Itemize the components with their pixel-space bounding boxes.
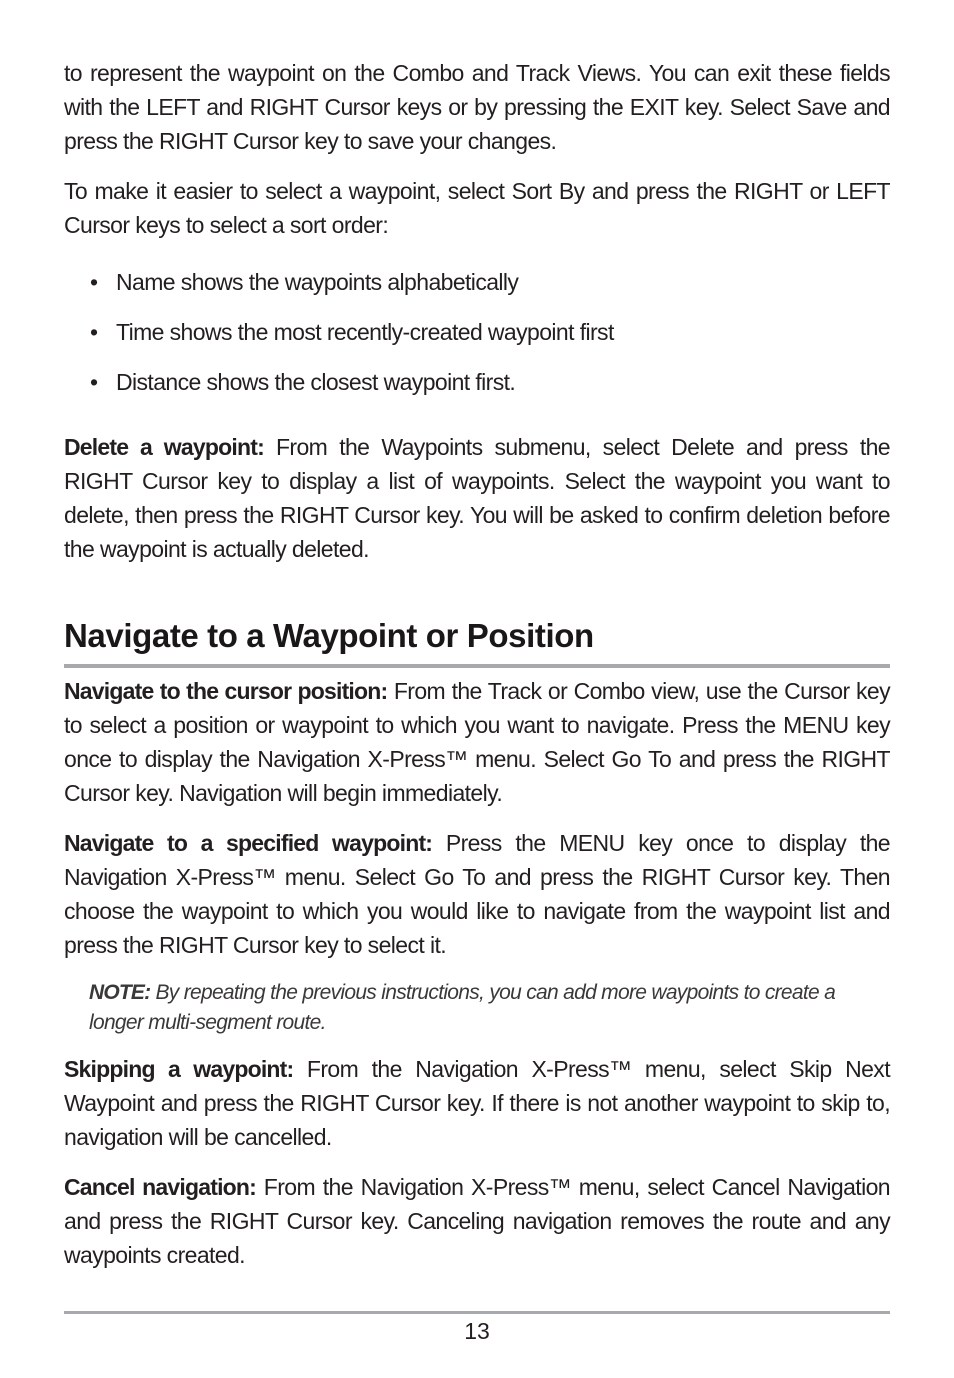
navigate-cursor-label: Navigate to the cursor position: [64,678,388,704]
navigate-specified-label: Navigate to a specified waypoint: [64,830,433,856]
note-text: By repeating the previous instructions, you can add more waypoints to create a longer multi-segment route. [89,981,836,1034]
list-item [90,258,890,308]
note-label: NOTE: [89,981,151,1004]
page-number: 13 [464,1318,490,1344]
heading-rule [64,664,890,668]
sort-distance-text: Distance shows the closest waypoint first. [116,369,516,395]
navigate-cursor-paragraph [64,674,890,810]
skip-waypoint-text: From the Navigation X-Press™ menu, select Skip Next Waypoint and press the RIGHT Cursor key. If there is not another waypoint to skip to, navigation will be cancelled. [64,1056,890,1150]
cancel-navigation-text: From the Navigation X-Press™ menu, select Cancel Navigation and press the RIGHT Cursor key. Canceling navigation removes the route and any waypoints created. [64,1174,890,1268]
list-item [90,358,890,408]
sort-order-list [64,258,890,408]
bullet-icon: • [90,369,98,395]
skip-waypoint-paragraph [64,1052,890,1154]
delete-waypoint-text: From the Waypoints submenu, select Delete and press the RIGHT Cursor key to display a list of waypoints. Select the waypoint you want to delete, then press the RIGHT Cursor key. You will be asked to confirm deletion before the waypoint is actually deleted. [64,434,890,562]
note-paragraph [89,978,890,1038]
bullet-icon: • [90,269,98,295]
delete-waypoint-paragraph [64,430,890,566]
manual-page [64,56,890,1272]
bullet-icon: • [90,319,98,345]
cancel-navigation-label: Cancel navigation: [64,1174,257,1200]
list-item [90,308,890,358]
navigate-cursor-text: From the Track or Combo view, use the Cursor key to select a position or waypoint to which you want to navigate. Press the MENU key once to display the Navigation X-Press™ menu. Select Go To and press the RIGHT Cursor key. Navigation will begin immediately. [64,678,891,806]
navigate-specified-text: Press the MENU key once to display the Navigation X-Press™ menu. Select Go To and press the RIGHT Cursor key. Then choose the waypoint to which you would like to navigate from the waypoint list and press the RIGHT Cursor key to select it. [64,830,890,958]
skip-waypoint-label: Skipping a waypoint: [64,1056,294,1082]
cancel-navigation-paragraph [64,1170,890,1272]
footer-rule [64,1311,890,1314]
sort-time-text: Time shows the most recently-created waypoint first [116,319,614,345]
delete-waypoint-label: Delete a waypoint: [64,434,264,460]
sort-name-text: Name shows the waypoints alphabetically [116,269,519,295]
intro-paragraph-sort: To make it easier to select a waypoint, select Sort By and press the RIGHT or LEFT Cursor keys to select a sort order: [64,178,890,238]
navigate-specified-paragraph [64,826,890,962]
section-heading: Navigate to a Waypoint or Position [64,617,594,654]
intro-paragraph-save: to represent the waypoint on the Combo and Track Views. You can exit these fields with the LEFT and RIGHT Cursor keys or by pressing the EXIT key. Select Save and press the RIGHT Cursor key to save your changes. [64,60,890,154]
